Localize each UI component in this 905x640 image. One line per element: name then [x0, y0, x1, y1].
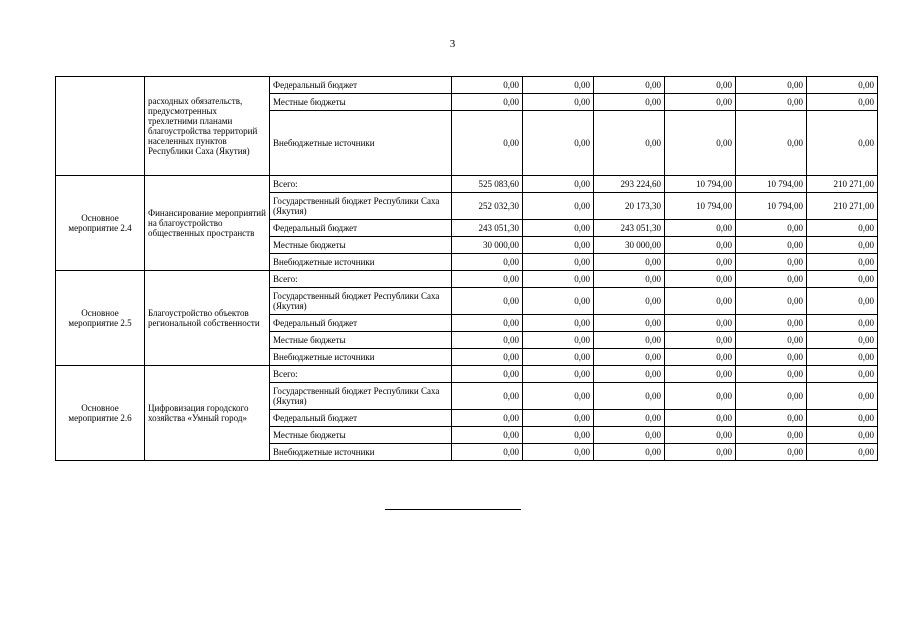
value-cell: 0,00: [594, 410, 665, 427]
value-cell: 210 271,00: [807, 193, 878, 220]
value-cell: 0,00: [452, 332, 523, 349]
value-cell: 0,00: [523, 220, 594, 237]
value-cell: 0,00: [594, 254, 665, 271]
value-cell: 0,00: [736, 332, 807, 349]
value-cell: 0,00: [452, 288, 523, 315]
value-cell: 0,00: [736, 288, 807, 315]
value-cell: 0,00: [452, 349, 523, 366]
value-cell: 0,00: [736, 237, 807, 254]
value-cell: 0,00: [807, 220, 878, 237]
value-cell: 0,00: [807, 444, 878, 461]
value-cell: 0,00: [452, 444, 523, 461]
value-cell: 0,00: [594, 444, 665, 461]
value-cell: 0,00: [807, 237, 878, 254]
page-number: 3: [449, 38, 456, 50]
value-cell: 0,00: [665, 383, 736, 410]
value-cell: 0,00: [736, 94, 807, 111]
source-label: Местные бюджеты: [270, 332, 452, 349]
source-label: Местные бюджеты: [270, 237, 452, 254]
value-cell: 30 000,00: [594, 237, 665, 254]
value-cell: 0,00: [736, 111, 807, 176]
value-cell: 0,00: [452, 94, 523, 111]
value-cell: 0,00: [736, 349, 807, 366]
source-label: Всего:: [270, 271, 452, 288]
source-label: Федеральный бюджет: [270, 315, 452, 332]
value-cell: 0,00: [736, 77, 807, 94]
value-cell: 0,00: [523, 254, 594, 271]
source-label: Внебюджетные источники: [270, 111, 452, 176]
value-cell: 0,00: [665, 349, 736, 366]
table-row: [56, 176, 878, 193]
value-cell: 30 000,00: [452, 237, 523, 254]
value-cell: 0,00: [736, 254, 807, 271]
value-cell: 0,00: [523, 193, 594, 220]
table-row: [56, 366, 878, 383]
activity-description: Цифровизация городского хозяйства «Умный город»: [145, 366, 270, 461]
source-label: Государственный бюджет Республики Саха (Якутия): [270, 193, 452, 220]
value-cell: 0,00: [523, 444, 594, 461]
value-cell: 10 794,00: [736, 176, 807, 193]
value-cell: 0,00: [807, 366, 878, 383]
value-cell: 0,00: [523, 332, 594, 349]
value-cell: 243 051,30: [452, 220, 523, 237]
value-cell: 0,00: [665, 254, 736, 271]
value-cell: 293 224,60: [594, 176, 665, 193]
value-cell: 0,00: [807, 383, 878, 410]
value-cell: 0,00: [807, 271, 878, 288]
value-cell: 0,00: [523, 315, 594, 332]
value-cell: 0,00: [452, 410, 523, 427]
source-label: Государственный бюджет Республики Саха (Якутия): [270, 288, 452, 315]
value-cell: 0,00: [523, 349, 594, 366]
value-cell: 0,00: [736, 315, 807, 332]
value-cell: 0,00: [523, 410, 594, 427]
value-cell: 0,00: [594, 111, 665, 176]
value-cell: 0,00: [452, 366, 523, 383]
value-cell: 0,00: [594, 383, 665, 410]
value-cell: 0,00: [736, 271, 807, 288]
value-cell: 10 794,00: [665, 176, 736, 193]
source-label: Всего:: [270, 366, 452, 383]
value-cell: 0,00: [594, 315, 665, 332]
value-cell: 0,00: [665, 410, 736, 427]
value-cell: 0,00: [594, 77, 665, 94]
value-cell: 0,00: [665, 111, 736, 176]
value-cell: 0,00: [452, 111, 523, 176]
value-cell: 0,00: [594, 288, 665, 315]
value-cell: 20 173,30: [594, 193, 665, 220]
source-label: Федеральный бюджет: [270, 220, 452, 237]
value-cell: 0,00: [665, 332, 736, 349]
value-cell: 0,00: [594, 271, 665, 288]
value-cell: 0,00: [523, 237, 594, 254]
value-cell: 0,00: [523, 94, 594, 111]
source-label: Внебюджетные источники: [270, 349, 452, 366]
source-label: Местные бюджеты: [270, 94, 452, 111]
value-cell: 0,00: [807, 349, 878, 366]
value-cell: 0,00: [736, 383, 807, 410]
value-cell: 0,00: [807, 288, 878, 315]
value-cell: 0,00: [523, 176, 594, 193]
value-cell: 0,00: [594, 427, 665, 444]
value-cell: 10 794,00: [665, 193, 736, 220]
value-cell: 0,00: [807, 315, 878, 332]
value-cell: 0,00: [736, 444, 807, 461]
value-cell: 0,00: [665, 94, 736, 111]
source-label: Местные бюджеты: [270, 427, 452, 444]
value-cell: 0,00: [665, 366, 736, 383]
value-cell: 0,00: [807, 332, 878, 349]
source-label: Всего:: [270, 176, 452, 193]
value-cell: 0,00: [665, 220, 736, 237]
activity-name: Основное мероприятие 2.4: [56, 176, 145, 271]
table-row: [56, 77, 878, 94]
value-cell: 0,00: [452, 383, 523, 410]
source-label: Внебюджетные источники: [270, 444, 452, 461]
value-cell: 0,00: [665, 77, 736, 94]
activity-description: Благоустройство объектов региональной собственности: [145, 271, 270, 366]
value-cell: 0,00: [523, 271, 594, 288]
value-cell: 0,00: [452, 254, 523, 271]
activity-name: [56, 77, 145, 176]
value-cell: 0,00: [594, 366, 665, 383]
value-cell: 0,00: [523, 111, 594, 176]
source-label: Федеральный бюджет: [270, 410, 452, 427]
value-cell: 0,00: [807, 77, 878, 94]
value-cell: 0,00: [665, 288, 736, 315]
value-cell: 0,00: [665, 271, 736, 288]
table-row: [56, 271, 878, 288]
value-cell: 0,00: [523, 77, 594, 94]
value-cell: 0,00: [452, 77, 523, 94]
value-cell: 0,00: [523, 383, 594, 410]
value-cell: 0,00: [736, 220, 807, 237]
value-cell: 0,00: [736, 410, 807, 427]
source-label: Государственный бюджет Республики Саха (Якутия): [270, 383, 452, 410]
activity-name: Основное мероприятие 2.6: [56, 366, 145, 461]
value-cell: 0,00: [665, 444, 736, 461]
value-cell: 10 794,00: [736, 193, 807, 220]
value-cell: 0,00: [665, 315, 736, 332]
activity-description: Финансирование мероприятий на благоустройство общественных пространств: [145, 176, 270, 271]
value-cell: 525 083,60: [452, 176, 523, 193]
value-cell: 0,00: [594, 94, 665, 111]
value-cell: 0,00: [452, 271, 523, 288]
value-cell: 243 051,30: [594, 220, 665, 237]
activity-name: Основное мероприятие 2.5: [56, 271, 145, 366]
value-cell: 0,00: [452, 315, 523, 332]
value-cell: 252 032,30: [452, 193, 523, 220]
source-label: Внебюджетные источники: [270, 254, 452, 271]
footer-divider: [385, 509, 521, 510]
value-cell: 0,00: [736, 427, 807, 444]
value-cell: 0,00: [807, 94, 878, 111]
value-cell: 0,00: [807, 427, 878, 444]
value-cell: 0,00: [665, 427, 736, 444]
value-cell: 0,00: [523, 288, 594, 315]
value-cell: 0,00: [594, 332, 665, 349]
activity-description: расходных обязательств, предусмотренных трехлетними планами благоустройства территорий населенных пунктов Республики Саха (Якутия): [145, 77, 270, 176]
value-cell: 0,00: [807, 410, 878, 427]
value-cell: 0,00: [523, 366, 594, 383]
value-cell: 0,00: [594, 349, 665, 366]
value-cell: 210 271,00: [807, 176, 878, 193]
value-cell: 0,00: [452, 427, 523, 444]
source-label: Федеральный бюджет: [270, 77, 452, 94]
value-cell: 0,00: [523, 427, 594, 444]
value-cell: 0,00: [665, 237, 736, 254]
budget-table: [55, 76, 878, 461]
value-cell: 0,00: [736, 366, 807, 383]
value-cell: 0,00: [807, 254, 878, 271]
value-cell: 0,00: [807, 111, 878, 176]
